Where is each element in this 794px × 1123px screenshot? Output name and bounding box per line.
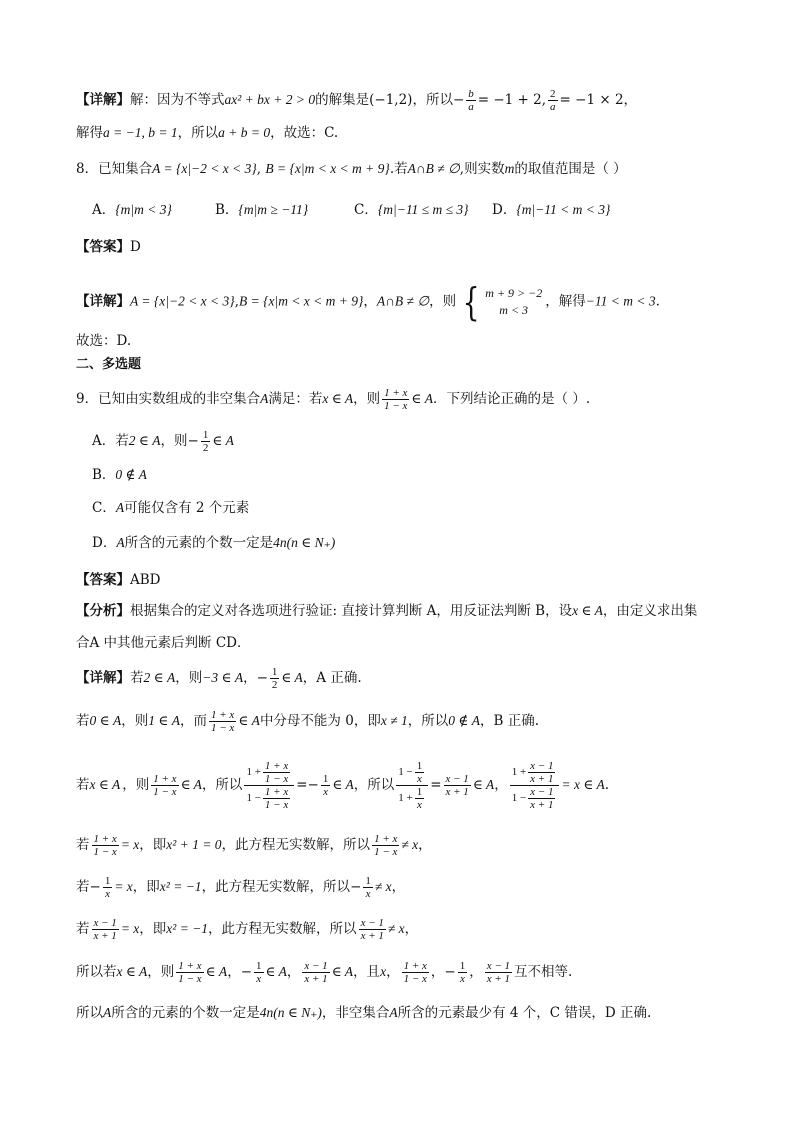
text: , [256,161,266,177]
complex-fraction-1: 1 + $\frac{1 + x}{1 - x}$ 1 − $\frac{1 + x}{1 - x}$ [244,760,294,811]
math: = −1 + 2, [477,92,547,108]
math: A∩B ≠ ∅ [407,161,460,176]
q9-detail-5: 若− $\frac{1}{x}$ = x，即x² = −1，此方程无实数解，所以− $\frac{1}{x}$ ≠ x， [76,875,406,900]
q8-answer [76,237,734,257]
text: ，所以 [177,125,219,141]
text: 解得 [76,125,103,141]
text: 8．已知集合 [76,161,153,177]
fraction-2-over-a: $\frac{2}{a}$ [550,88,556,113]
math-set-a: A = {x|−2 < x < 3} [152,161,257,176]
q9-answer: 【答案】ABD [76,572,161,588]
q8-option-c: C．{m|−11 ≤ m ≤ 3} [354,202,469,218]
text: .若 [389,161,408,177]
q8-stem [76,159,734,179]
text: ，所以 [412,92,453,108]
q9-detail-3: 若 x ∈ A ，则 $\frac{1 + x}{1 - x}$ ∈ A ，所以 1 + $\frac{1 + x}{1 - x}$ 1 − $\frac{1 + x}{1 - x}$ = − $\frac{1}{x}$ ∈ A ，所以 1 − $\frac{1}{x}$ 1 + $\frac{1}{x}$ = $\frac{x - 1}{x + 1}$ ∈ A ， 1 + $\frac{x - 1}{x + 1}$ 1 − $\frac{x - 1}{x + 1}$ = x ∈ A . [76,759,609,811]
q9-detail-2: 若0 ∈ A，则1 ∈ A，而 $\frac{1 + x}{1 - x}$ ∈ A中分母不能为 0，即x ≠ 1，所以0 ∉ A，B 正确. [76,709,539,734]
q7-detail-line-1 [76,88,734,113]
math-set-b: B = {x|m < x < m + 9} [265,161,390,176]
q9-option-b: B．0 ∉ A [92,467,147,483]
q8-detail [76,280,734,324]
text: ，故选：C. [270,125,339,141]
math: a = −1, b = 1 [103,125,178,140]
text: ， [623,92,638,108]
q8-option-a: A．{m|m < 3} [92,202,172,218]
q9-option-d: D．A所含的元素的个数一定是4n(n ∈ N₊) [92,535,336,551]
math: A = {x|−2 < x < 3} [130,293,235,309]
text: . [655,293,660,310]
math: − [452,92,465,108]
text: 解：因为不等式 [130,92,225,108]
q9-detail-8: 所以A所含的元素的个数一定是4n(n ∈ N₊)，非空集合A所含的元素最少有 4 个，C 错误，D 正确. [76,1005,652,1021]
math-inequality: ax² + bx + 2 > 0 [224,92,316,107]
math: = −1 × 2 [559,92,624,108]
q9-analysis-2: 合A 中其他元素后判断 CD． [76,635,251,651]
q9-stem: 9．已知由实数组成的非空集合A满足：若x ∈ A，则 $\frac{1 + x}{1 - x}$ ∈ A．下列结论正确的是（ ）. [76,387,591,412]
math: m [504,161,515,176]
q9-detail-6: 若 $\frac{x - 1}{x + 1}$ = x，即x² = −1，此方程无实数解，所以 $\frac{x - 1}{x + 1}$ ≠ x， [76,917,419,942]
q9-detail-1: 【详解】若2 ∈ A，则−3 ∈ A，− $\frac{1}{2}$ ∈ A，A 正确. [76,666,362,691]
text: ，则 [429,293,457,310]
text: ，解得 [545,293,586,310]
q8-option-b: B．{m|m ≥ −11} [215,202,309,218]
q9-option-a: A．若2 ∈ A，则− $\frac{1}{2}$ ∈ A [92,429,234,454]
fraction-1px-over-1mx: $\frac{1 + x}{1 - x}$ [384,387,408,412]
text: ,则实数 [459,161,505,177]
text: , [234,293,239,310]
fraction-b-over-a: $\frac{b}{a}$ [468,88,474,113]
q7-detail-line-2 [76,123,734,143]
q9-analysis-1: 【分析】根据集合的定义对各选项进行验证: 直接计算判断 A，用反证法判断 B，设x ∈ A，由定义求出集 [76,603,698,619]
text: 的取值范围是（ ） [514,161,627,177]
inequality-system: { m + 9 > −2 m < 3 [462,280,543,324]
q8-option-d: D．{m|−11 < m < 3} [492,202,611,218]
detail-tag: 【详解】 [76,92,130,108]
math: B = {x|m < x < m + 9} [238,293,364,309]
answer-value: D [130,239,141,255]
math: A∩B ≠ ∅ [376,293,430,309]
math-interval: (−1,2) [369,92,413,108]
q9-detail-4: 若 $\frac{1 + x}{1 - x}$ = x，即x² + 1 = 0，此方程无实数解，所以 $\frac{1 + x}{1 - x}$ ≠ x， [76,833,432,858]
detail-tag: 【详解】 [76,293,130,310]
math: −11 < m < 3 [585,293,656,309]
q9-option-c: C．A可能仅含有 2 个元素 [92,500,250,516]
answer-tag: 【答案】 [76,239,130,255]
q9-detail-7: 所以若x ∈ A，则 $\frac{1 + x}{1 - x}$ ∈ A，− $\frac{1}{x}$ ∈ A， $\frac{x - 1}{x + 1}$ ∈ A，且x， $\frac{1 + x}{1 - x}$ ，− $\frac{1}{x}$ ， $\frac{x - 1}{x + 1}$ 互不相等. [76,960,573,985]
text: 的解集是 [315,92,370,108]
text: ， [363,293,377,310]
section-heading: 二、多选题 [76,357,142,372]
math: a + b = 0 [218,125,271,140]
complex-fraction-3: 1 + $\frac{x - 1}{x + 1}$ 1 − $\frac{x - 1}{x + 1}$ [510,760,560,811]
q8-choose: 故选：D. [76,333,132,349]
complex-fraction-2: 1 − $\frac{1}{x}$ 1 + $\frac{1}{x}$ [396,760,428,811]
